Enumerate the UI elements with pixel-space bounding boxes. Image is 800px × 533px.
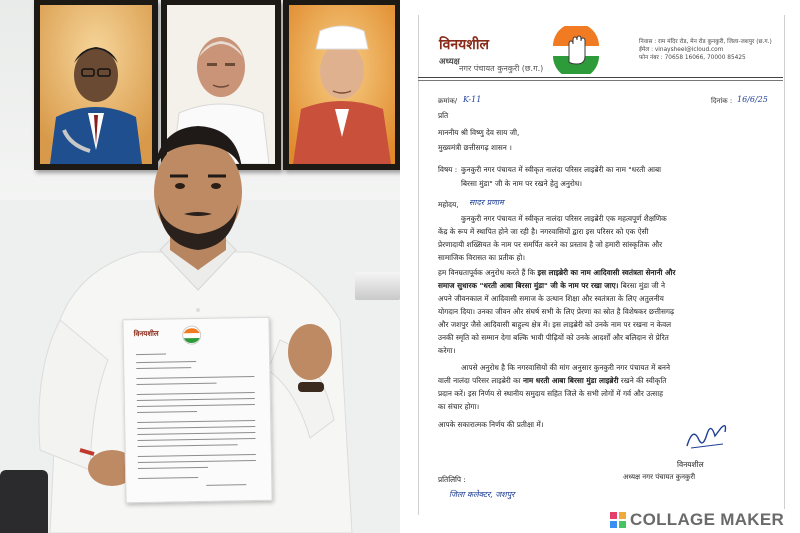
para3-line2-rest: रखने की स्वीकृति xyxy=(620,376,667,385)
signature-scribble xyxy=(681,418,731,454)
para1-line1: कुनकुरी नगर पंचायत में स्वीकृत नालंदा परिसर लाइब्रेरी एक महत्वपूर्ण शैक्षणिक xyxy=(461,214,667,223)
date-value: 16/6/25 xyxy=(737,95,768,104)
recipient-title: मुख्यमंत्री छत्तीसगढ़ शासन । xyxy=(438,143,512,152)
para1-line3: प्रेरणादायी शख्सियत के नाम पर समर्पित करने का प्रस्ताव है जो हमारी सांस्कृतिक और xyxy=(438,240,663,249)
contact-address: निवास : राम मंदिर रोड, मेन रोड कुनकुरी, जिला-जशपुर (छ.ग.) xyxy=(639,39,772,45)
reference-number: K-11 xyxy=(463,95,482,104)
letter-scan xyxy=(401,0,800,533)
sender-role: अध्यक्ष xyxy=(439,57,460,67)
para2-line5: और जशपुर जैसे आदिवासी बाहुल्य क्षेत्र में। इस लाइब्रेरी को उनके नाम पर रखना न केवल xyxy=(438,320,672,329)
held-letter-name: विनयशील xyxy=(133,329,159,339)
salutation: महोदय, xyxy=(438,200,459,209)
subject-line-1: कुनकुरी नगर पंचायत में स्वीकृत नालंदा परिसर लाइब्रेरी का नाम "धरती आबा xyxy=(461,165,661,174)
subject-label: विषय : xyxy=(438,165,458,174)
sender-organization: नगर पंचायत कुनकुरी (छ.ग.) xyxy=(459,64,544,73)
para1-line2: केंद्र के रूप में स्थापित होने जा रही है। नगरवासियों द्वारा इस परिसर को एक ऐसी xyxy=(438,227,649,236)
para3-line1: आपसे अनुरोध है कि नगरवासियों की मांग अनुसार कुनकुरी नगर पंचायत में बनने xyxy=(461,363,671,372)
letterhead-rule xyxy=(418,77,783,78)
recipient-name: माननीय श्री विष्णु देव साय जी, xyxy=(438,128,520,137)
collage-maker-logo-icon xyxy=(610,512,626,528)
para1-line4: सामाजिक विरासत का प्रतीक हो। xyxy=(438,253,526,262)
salutation-handwritten: सादर प्रणाम xyxy=(469,198,504,207)
party-logo-icon xyxy=(552,26,600,74)
to-label: प्रति xyxy=(438,111,449,120)
para2-line1 xyxy=(438,266,675,280)
held-letter xyxy=(122,317,272,504)
contact-email: ईमेल : vinaysheel@icloud.com xyxy=(639,47,724,53)
held-letter-logo xyxy=(182,325,202,345)
closing-line: आपके सकारात्मक निर्णय की प्रतीक्षा में। xyxy=(438,420,544,429)
para3-line3: प्रदान करें। इस निर्णय से स्थानीय समुदाय सहित जिले के सभी लोगों में गर्व और उत्साह xyxy=(438,389,663,398)
para2-line6: उनकी स्मृति को सम्मान देगा बल्कि भावी पीढ़ियों को उनके आदर्शों और बलिदान से प्रेरित xyxy=(438,333,669,342)
copy-handwritten: जिला कलेक्टर, जशपुर xyxy=(449,490,515,499)
para2-line4: योगदान दिया। उनका जीवन और संघर्ष सभी के लिए प्रेरणा का स्रोत है विशेषकर छत्तीसगढ़ xyxy=(438,307,675,316)
sender-name: विनयशील xyxy=(439,37,489,53)
contact-phone: फोन नंबर : 70658 16066, 70000 85425 xyxy=(639,55,746,61)
reference-label: क्रमांक/ xyxy=(438,97,458,105)
para2-line2-bold: समाज सुधारक "धरती आबा बिरसा मुंडा" जी के नाम पर रखा जाए। xyxy=(438,281,619,290)
para3-line4: का संचार होगा। xyxy=(438,402,480,411)
signature-name: विनयशील xyxy=(677,460,704,469)
para3-line2-start: वाली नालंदा परिसर लाइब्रेरी का xyxy=(438,376,521,385)
letterhead-rule-thin xyxy=(418,80,783,81)
copy-label: प्रतिलिपि : xyxy=(438,475,466,484)
para2-line1-bold: इस लाइब्रेरी का नाम आदिवासी स्वतंत्रता सेनानी और xyxy=(537,268,676,277)
date-label: दिनांक : xyxy=(711,97,733,105)
signature-role: अध्यक्ष नगर पंचायत कुनकुरी xyxy=(623,473,696,481)
para2-line1-start: हम विनम्रतापूर्वक अनुरोध करते हैं कि xyxy=(438,268,536,277)
para2-line2 xyxy=(438,279,665,293)
watermark-text: COLLAGE MAKER xyxy=(630,510,785,529)
para3-line2-bold: नाम धरती आबा बिरसा मुंडा लाइब्रेरी xyxy=(522,376,619,385)
para2-line7: करेगा। xyxy=(438,346,456,355)
para2-line2-rest: बिरसा मुंडा जी ने xyxy=(620,281,666,290)
contact-block xyxy=(639,38,781,62)
collage-maker-watermark xyxy=(607,509,797,531)
para2-line3: अपने जीवनकाल में आदिवासी समाज के उत्थान शिक्षा और स्वतंत्रता के लिए अतुलनीय xyxy=(438,294,664,303)
para3-line2 xyxy=(438,374,666,388)
subject-line-2: बिरसा मुंडा" जी के नाम पर रखने हेतु अनुरोध। xyxy=(461,179,583,188)
